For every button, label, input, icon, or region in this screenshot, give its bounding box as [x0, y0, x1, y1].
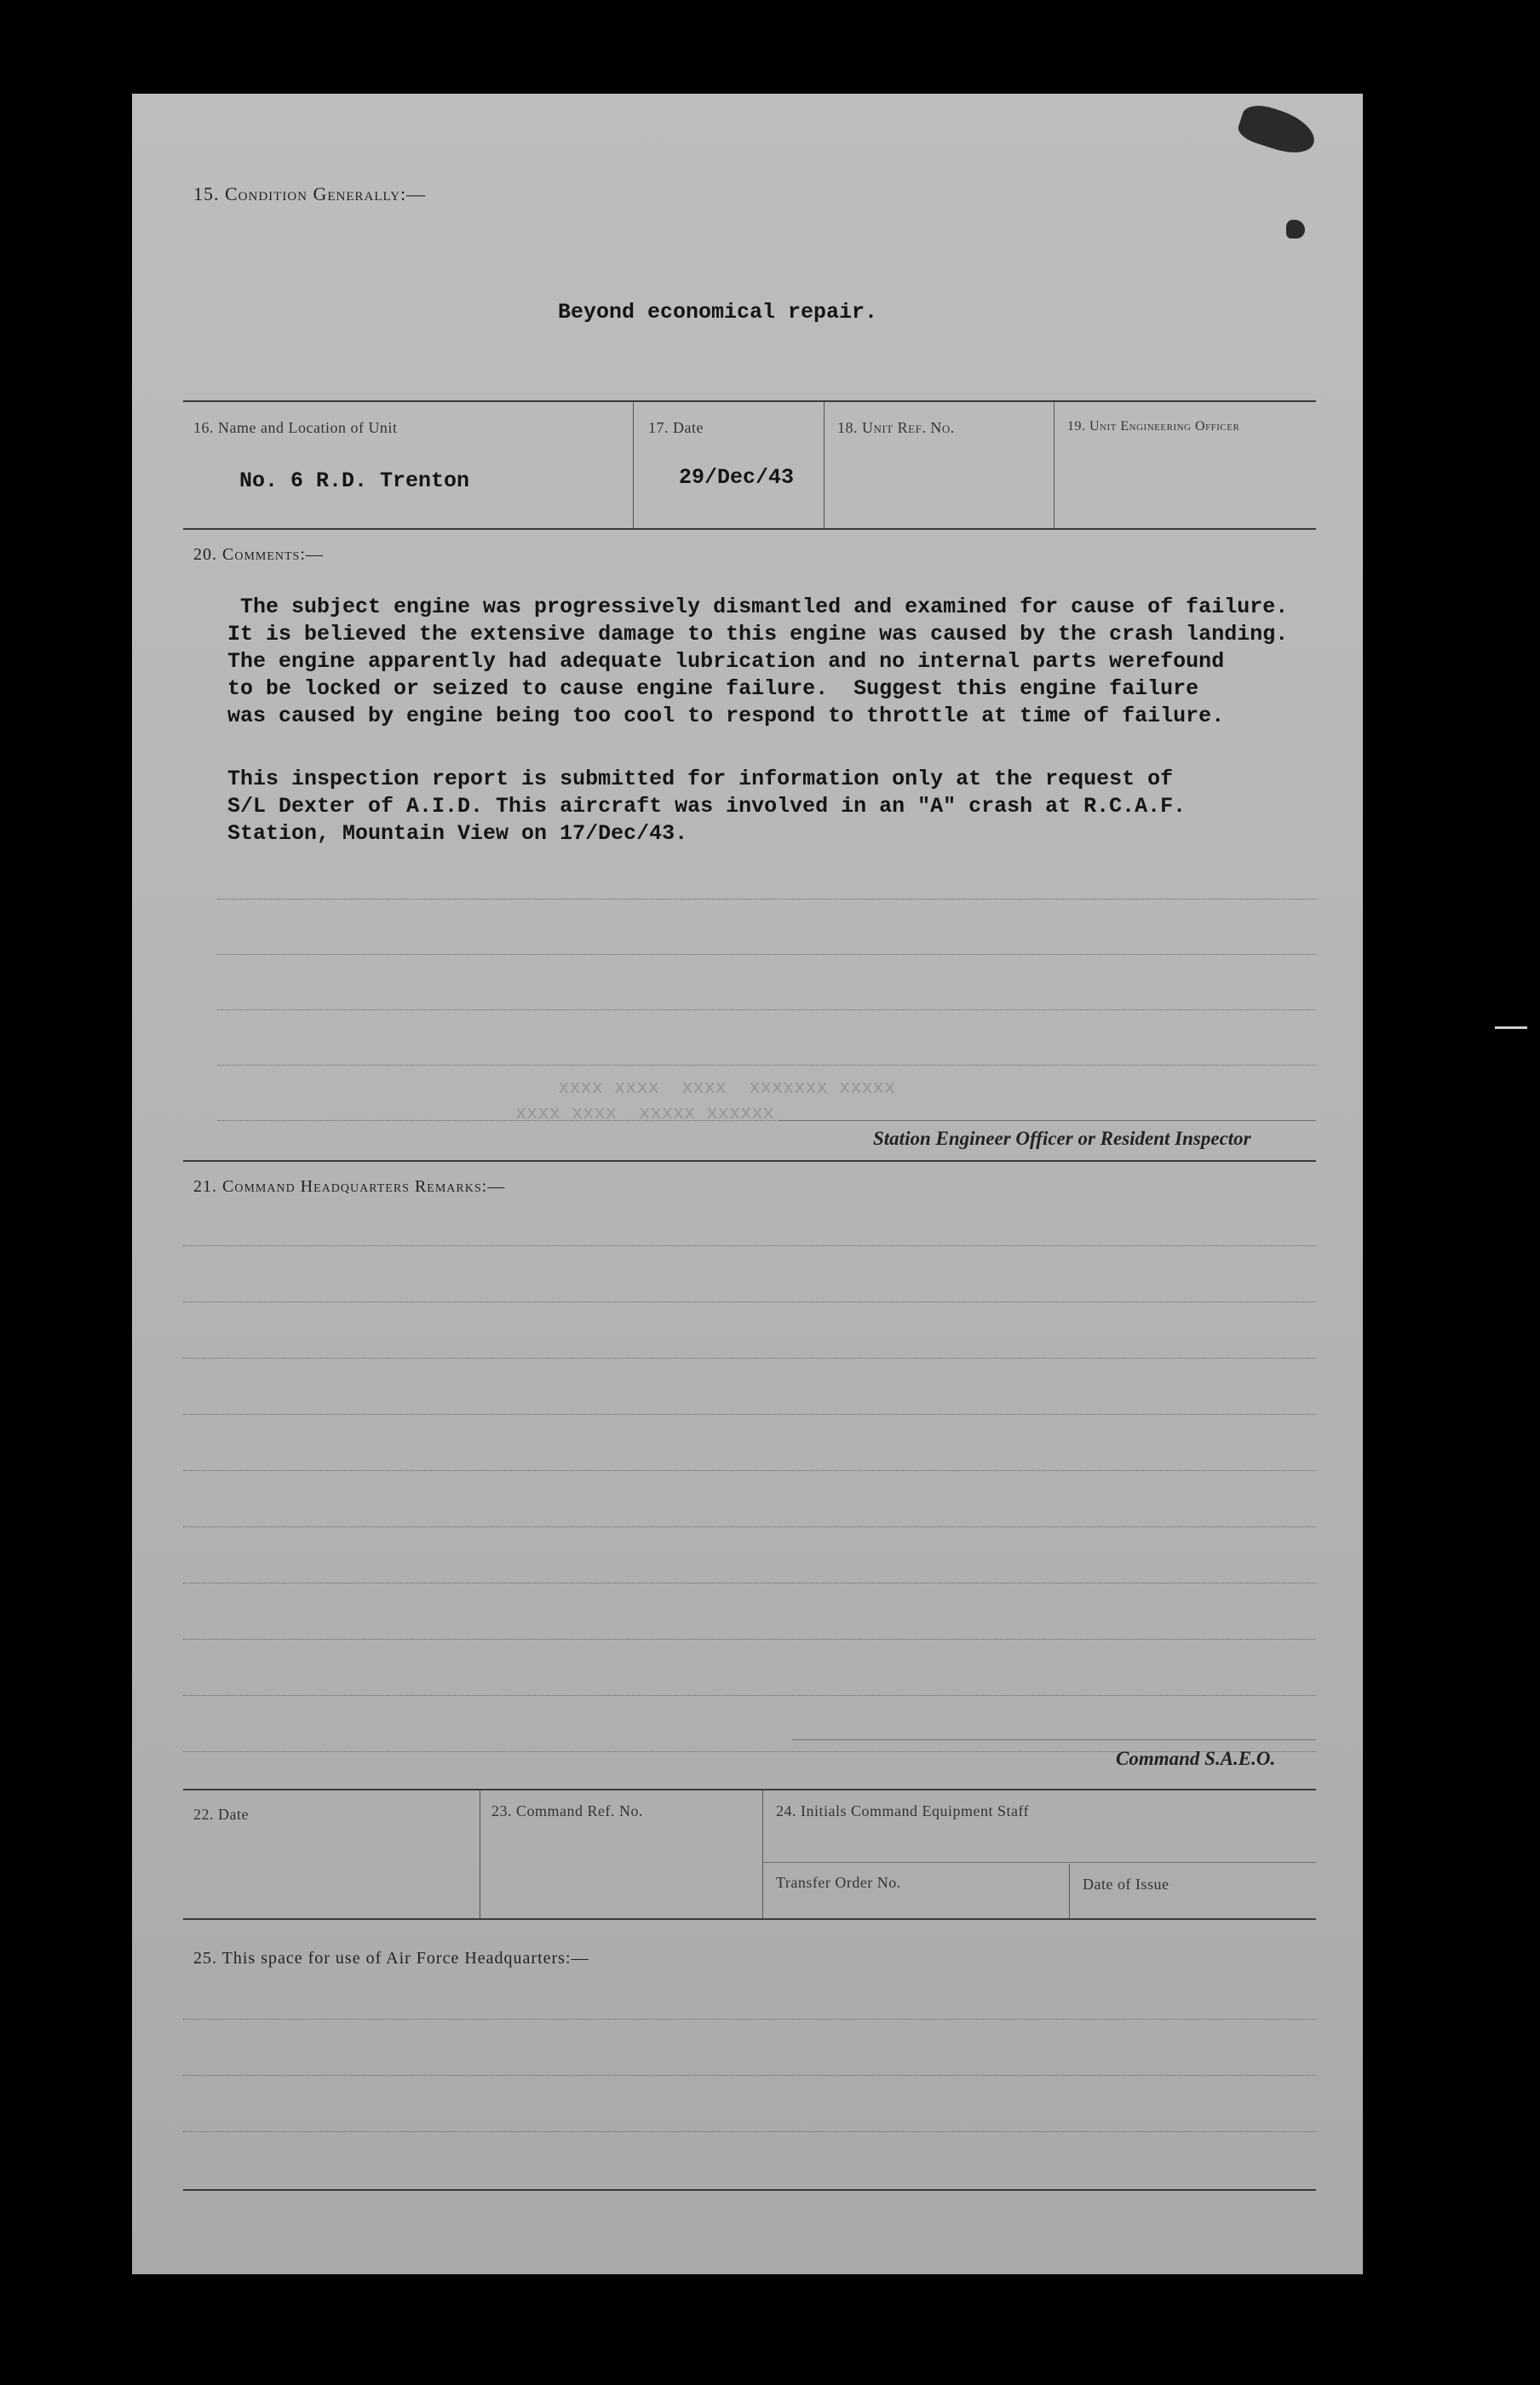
- command-ref-label: 23. Command Ref. No.: [491, 1802, 643, 1819]
- section-divider: [183, 2189, 1316, 2191]
- ruled-line: [183, 2075, 1316, 2076]
- bottom-table-bottom-border: [183, 1918, 1316, 1920]
- bottom-table-divider: [1069, 1864, 1070, 1918]
- unit-table-divider: [824, 402, 825, 528]
- command-saeo-signature-label: Command S.A.E.O.: [1116, 1748, 1276, 1769]
- comments-line-8: Station, Mountain View on 17/Dec/43.: [227, 821, 688, 846]
- unit-table-divider: [633, 402, 634, 528]
- condition-generally-value: Beyond economical repair.: [558, 300, 878, 325]
- ink-spot-mark: [1286, 220, 1305, 238]
- initials-equipment-staff-label: 24. Initials Command Equipment Staff: [776, 1802, 1030, 1819]
- comments-line-3: The engine apparently had adequate lubrication and no internal parts werefound: [227, 649, 1225, 674]
- unit-ref-label: 18. Unit Ref. No.: [837, 419, 955, 436]
- comments-line-1: The subject engine was progressively dismantled and examined for cause of failure.: [227, 595, 1289, 619]
- comments-line-5: was caused by engine being too cool to respond to throttle at time of failure.: [227, 704, 1225, 728]
- unit-officer-label: 19. Unit Engineering Officer: [1067, 419, 1240, 434]
- ruled-line: [183, 1526, 1316, 1527]
- section-divider: [183, 1160, 1316, 1162]
- bleed-through-text: xxxxx xxxxxxx xxxx xxxx xxxx: [558, 1078, 896, 1099]
- ruled-line: [217, 954, 1316, 955]
- comments-line-2: It is believed the extensive damage to this engine was caused by the crash landing.: [227, 622, 1289, 647]
- date-of-issue-label: Date of Issue: [1083, 1876, 1169, 1893]
- command-date-label: 22. Date: [193, 1806, 249, 1823]
- document-page: [132, 94, 1363, 2274]
- comments-label: 20. Comments:—: [193, 545, 324, 564]
- comments-line-7: S/L Dexter of A.I.D. This aircraft was involved in an "A" crash at R.C.A.F.: [227, 794, 1187, 819]
- ruled-line: [183, 2019, 1316, 2020]
- unit-date-value: 29/Dec/43: [679, 465, 795, 490]
- ruled-line: [183, 2131, 1316, 2132]
- bleed-through-text: xxxxxx xxxxx xxxx xxxx: [515, 1103, 774, 1124]
- bottom-table-divider: [762, 1790, 763, 1918]
- ruled-line: [183, 1639, 1316, 1640]
- unit-name-label: 16. Name and Location of Unit: [193, 419, 398, 436]
- ruled-line: [217, 1065, 1316, 1066]
- scan-artefact: [1495, 1026, 1527, 1029]
- ruled-line: [183, 1414, 1316, 1415]
- ruled-line: [217, 1009, 1316, 1010]
- station-engineer-signature-label: Station Engineer Officer or Resident Inspector: [873, 1128, 1251, 1149]
- transfer-order-label: Transfer Order No.: [776, 1874, 901, 1891]
- command-hq-remarks-label: 21. Command Headquarters Remarks:—: [193, 1177, 506, 1196]
- unit-date-label: 17. Date: [648, 419, 704, 436]
- ruled-line: [183, 1358, 1316, 1359]
- ruled-line: [183, 1695, 1316, 1696]
- unit-table-bottom-border: [183, 528, 1316, 530]
- air-force-hq-label: 25. This space for use of Air Force Headquarters:—: [193, 1949, 589, 1968]
- unit-name-value: No. 6 R.D. Trenton: [239, 468, 470, 493]
- signature-line: [779, 1120, 1316, 1121]
- comments-line-6: This inspection report is submitted for information only at the request of: [227, 767, 1174, 791]
- torn-corner-mark: [1235, 100, 1320, 160]
- signature-line: [792, 1739, 1316, 1740]
- bottom-table-top-border: [183, 1789, 1316, 1790]
- ruled-line: [183, 1245, 1316, 1246]
- ruled-line: [183, 1470, 1316, 1471]
- condition-generally-label: 15. Condition Generally:—: [193, 183, 427, 204]
- comments-line-4: to be locked or seized to cause engine failure. Suggest this engine failure: [227, 676, 1199, 701]
- bottom-table-inner-line: [762, 1862, 1316, 1863]
- unit-table-top-border: [183, 400, 1316, 402]
